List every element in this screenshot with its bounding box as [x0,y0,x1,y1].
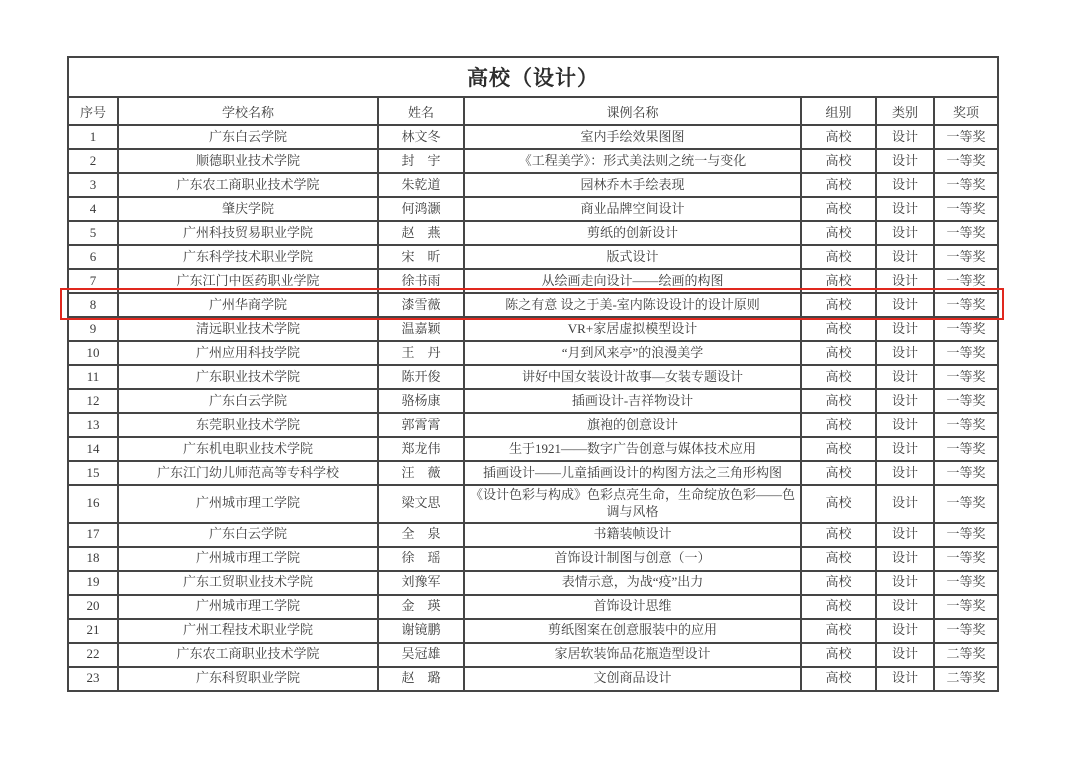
cell-group: 高校 [801,173,876,197]
table-row [68,365,998,389]
cell-award: 一等奖 [934,221,998,245]
cell-category: 设计 [876,341,934,365]
cell-award: 一等奖 [934,437,998,461]
column-header: 类别 [876,97,934,125]
table-row [68,461,998,485]
table-row [68,437,998,461]
cell-category: 设计 [876,437,934,461]
cell-group: 高校 [801,547,876,571]
cell-category: 设计 [876,293,934,317]
table-row [68,317,998,341]
cell-no: 20 [68,595,118,619]
cell-group: 高校 [801,461,876,485]
table-row [68,389,998,413]
cell-lesson: 首饰设计思维 [464,595,801,619]
table-row [68,269,998,293]
cell-name: 林文冬 [378,125,464,149]
cell-lesson: 从绘画走向设计——绘画的构图 [464,269,801,293]
cell-lesson: 表情示意，为战“疫”出力 [464,571,801,595]
cell-school: 东莞职业技术学院 [118,413,378,437]
cell-award: 一等奖 [934,571,998,595]
cell-category: 设计 [876,125,934,149]
table-row [68,293,998,317]
cell-category: 设计 [876,317,934,341]
cell-no: 17 [68,523,118,547]
cell-award: 一等奖 [934,317,998,341]
page-title: 高校（设计） [68,57,998,97]
cell-no: 10 [68,341,118,365]
cell-category: 设计 [876,667,934,691]
cell-name: 封 宇 [378,149,464,173]
cell-name: 金 瑛 [378,595,464,619]
cell-lesson: VR+家居虚拟模型设计 [464,317,801,341]
cell-school: 广东工贸职业技术学院 [118,571,378,595]
cell-group: 高校 [801,485,876,523]
cell-award: 一等奖 [934,173,998,197]
cell-award: 一等奖 [934,125,998,149]
cell-category: 设计 [876,149,934,173]
table-header-row [68,97,998,125]
cell-no: 5 [68,221,118,245]
cell-no: 16 [68,485,118,523]
table-row [68,619,998,643]
cell-lesson: 插画设计——儿童插画设计的构图方法之三角形构图 [464,461,801,485]
table-row [68,341,998,365]
cell-award: 一等奖 [934,413,998,437]
cell-award: 一等奖 [934,269,998,293]
cell-category: 设计 [876,595,934,619]
cell-school: 广东职业技术学院 [118,365,378,389]
table-row [68,571,998,595]
cell-group: 高校 [801,197,876,221]
cell-no: 12 [68,389,118,413]
table-body [68,125,998,691]
cell-group: 高校 [801,571,876,595]
cell-lesson: 陈之有意 设之于美-室内陈设设计的设计原则 [464,293,801,317]
cell-name: 汪 薇 [378,461,464,485]
cell-award: 一等奖 [934,619,998,643]
cell-category: 设计 [876,619,934,643]
cell-school: 广州科技贸易职业学院 [118,221,378,245]
table-row [68,125,998,149]
cell-lesson: 《设计色彩与构成》色彩点亮生命，生命绽放色彩——色调与风格 [464,485,801,523]
cell-lesson: 家居软装饰品花瓶造型设计 [464,643,801,667]
cell-name: 谢镜鹏 [378,619,464,643]
cell-lesson: 文创商品设计 [464,667,801,691]
column-header: 组别 [801,97,876,125]
table-row [68,485,998,523]
cell-group: 高校 [801,523,876,547]
cell-category: 设计 [876,269,934,293]
awards-table [67,56,999,692]
cell-school: 广州城市理工学院 [118,485,378,523]
cell-award: 一等奖 [934,245,998,269]
column-header: 奖项 [934,97,998,125]
cell-award: 一等奖 [934,365,998,389]
cell-name: 赵 燕 [378,221,464,245]
cell-name: 梁文思 [378,485,464,523]
cell-award: 一等奖 [934,197,998,221]
cell-school: 肇庆学院 [118,197,378,221]
table-row [68,413,998,437]
cell-lesson: 首饰设计制图与创意（一） [464,547,801,571]
cell-school: 广东白云学院 [118,523,378,547]
cell-category: 设计 [876,173,934,197]
table-row [68,595,998,619]
table-row [68,221,998,245]
cell-no: 11 [68,365,118,389]
cell-group: 高校 [801,341,876,365]
cell-name: 全 泉 [378,523,464,547]
cell-group: 高校 [801,413,876,437]
cell-lesson: “月到风来亭”的浪漫美学 [464,341,801,365]
column-header: 序号 [68,97,118,125]
cell-group: 高校 [801,437,876,461]
table-row [68,197,998,221]
cell-category: 设计 [876,547,934,571]
table-row [68,173,998,197]
cell-school: 广东农工商职业技术学院 [118,173,378,197]
table-row [68,643,998,667]
cell-category: 设计 [876,197,934,221]
cell-category: 设计 [876,485,934,523]
cell-school: 广东白云学院 [118,389,378,413]
cell-lesson: 版式设计 [464,245,801,269]
cell-lesson: 园林乔木手绘表现 [464,173,801,197]
cell-no: 4 [68,197,118,221]
cell-award: 一等奖 [934,389,998,413]
table-row [68,547,998,571]
cell-group: 高校 [801,667,876,691]
cell-group: 高校 [801,389,876,413]
cell-name: 郭霄霄 [378,413,464,437]
cell-no: 8 [68,293,118,317]
cell-name: 徐书雨 [378,269,464,293]
cell-name: 刘豫军 [378,571,464,595]
cell-no: 23 [68,667,118,691]
cell-award: 一等奖 [934,547,998,571]
cell-award: 一等奖 [934,595,998,619]
cell-no: 18 [68,547,118,571]
cell-group: 高校 [801,221,876,245]
cell-group: 高校 [801,149,876,173]
cell-name: 宋 昕 [378,245,464,269]
cell-school: 广州城市理工学院 [118,547,378,571]
cell-lesson: 书籍装帧设计 [464,523,801,547]
cell-no: 6 [68,245,118,269]
cell-no: 2 [68,149,118,173]
cell-name: 骆杨康 [378,389,464,413]
cell-category: 设计 [876,245,934,269]
cell-name: 郑龙伟 [378,437,464,461]
cell-name: 温嘉颖 [378,317,464,341]
table-row [68,245,998,269]
cell-category: 设计 [876,365,934,389]
cell-category: 设计 [876,389,934,413]
cell-category: 设计 [876,523,934,547]
cell-group: 高校 [801,245,876,269]
cell-name: 朱乾道 [378,173,464,197]
cell-award: 二等奖 [934,643,998,667]
cell-no: 13 [68,413,118,437]
cell-lesson: 室内手绘效果图图 [464,125,801,149]
cell-name: 赵 璐 [378,667,464,691]
cell-lesson: 《工程美学》：形式美法则之统一与变化 [464,149,801,173]
cell-school: 广东科学技术职业学院 [118,245,378,269]
cell-lesson: 旗袍的创意设计 [464,413,801,437]
cell-lesson: 商业品牌空间设计 [464,197,801,221]
cell-school: 广东农工商职业技术学院 [118,643,378,667]
cell-lesson: 生于1921——数字广告创意与媒体技术应用 [464,437,801,461]
cell-no: 19 [68,571,118,595]
cell-category: 设计 [876,413,934,437]
cell-lesson: 讲好中国女装设计故事—女装专题设计 [464,365,801,389]
cell-school: 广东科贸职业学院 [118,667,378,691]
cell-no: 22 [68,643,118,667]
cell-school: 广东白云学院 [118,125,378,149]
cell-name: 漆雪薇 [378,293,464,317]
table-row [68,667,998,691]
cell-name: 何鸿灏 [378,197,464,221]
cell-name: 徐 瑶 [378,547,464,571]
column-header: 学校名称 [118,97,378,125]
cell-school: 广东江门幼儿师范高等专科学校 [118,461,378,485]
cell-award: 一等奖 [934,485,998,523]
cell-school: 广州华商学院 [118,293,378,317]
cell-award: 一等奖 [934,461,998,485]
cell-category: 设计 [876,643,934,667]
cell-group: 高校 [801,317,876,341]
cell-category: 设计 [876,571,934,595]
column-header: 课例名称 [464,97,801,125]
cell-group: 高校 [801,619,876,643]
cell-school: 广州应用科技学院 [118,341,378,365]
cell-group: 高校 [801,365,876,389]
cell-no: 14 [68,437,118,461]
cell-school: 广州工程技术职业学院 [118,619,378,643]
cell-award: 一等奖 [934,149,998,173]
column-header: 姓名 [378,97,464,125]
cell-category: 设计 [876,461,934,485]
table-row [68,149,998,173]
cell-school: 顺德职业技术学院 [118,149,378,173]
cell-lesson: 剪纸图案在创意服装中的应用 [464,619,801,643]
cell-award: 一等奖 [934,293,998,317]
cell-group: 高校 [801,595,876,619]
cell-no: 7 [68,269,118,293]
cell-no: 9 [68,317,118,341]
table-row [68,523,998,547]
cell-name: 王 丹 [378,341,464,365]
cell-school: 清远职业技术学院 [118,317,378,341]
cell-no: 3 [68,173,118,197]
cell-group: 高校 [801,643,876,667]
cell-group: 高校 [801,125,876,149]
cell-school: 广州城市理工学院 [118,595,378,619]
cell-award: 一等奖 [934,341,998,365]
cell-award: 一等奖 [934,523,998,547]
cell-no: 15 [68,461,118,485]
cell-name: 陈开俊 [378,365,464,389]
cell-group: 高校 [801,293,876,317]
cell-no: 1 [68,125,118,149]
cell-school: 广东江门中医药职业学院 [118,269,378,293]
table-title-row [68,57,998,97]
cell-category: 设计 [876,221,934,245]
cell-school: 广东机电职业技术学院 [118,437,378,461]
cell-lesson: 剪纸的创新设计 [464,221,801,245]
cell-award: 二等奖 [934,667,998,691]
cell-name: 吴冠雄 [378,643,464,667]
cell-lesson: 插画设计-吉祥物设计 [464,389,801,413]
cell-group: 高校 [801,269,876,293]
cell-no: 21 [68,619,118,643]
